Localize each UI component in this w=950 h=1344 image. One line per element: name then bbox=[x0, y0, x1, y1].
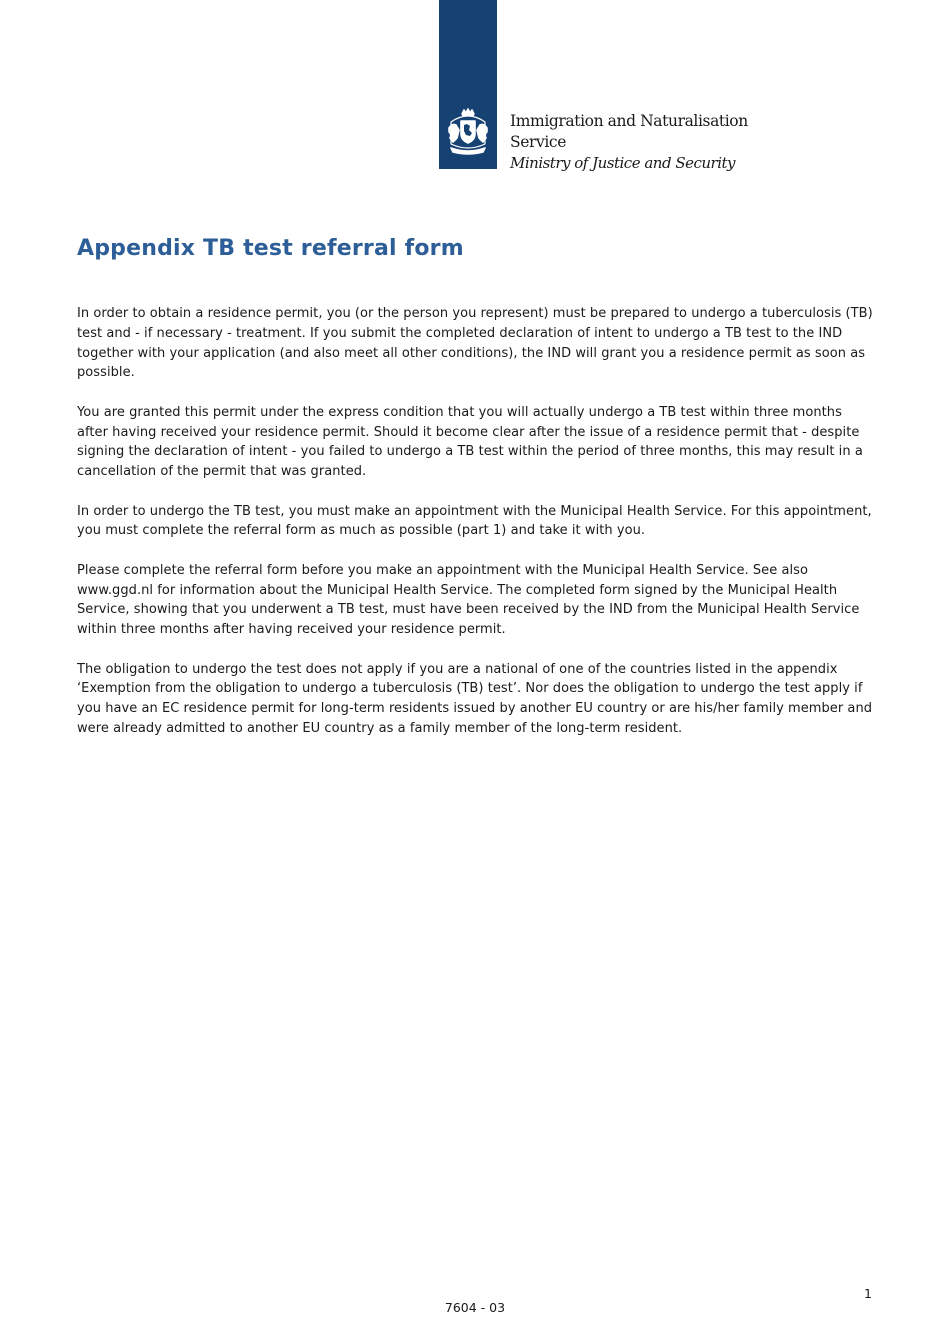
page-number: 1 bbox=[864, 1286, 872, 1301]
paragraph-appointment: In order to undergo the TB test, you must make an appointment with the Municipal Health Service. For this appointment, you must complete the referral form as much as possible (part 1) and take it with you. bbox=[77, 503, 872, 539]
paragraph-permit-condition: You are granted this permit under the express condition that you will actually undergo a TB test within three months after having received your residence permit. Should it become clear after the issue of a residence permit that - despite signing the declaration of intent - you failed to undergo a TB test within the period of three months, this may result in a cancellation of the permit that was granted. bbox=[77, 404, 863, 480]
ministry-name: Ministry of Justice and Security bbox=[510, 154, 736, 172]
document-body bbox=[77, 304, 877, 758]
organisation-name-line2: Service bbox=[510, 133, 566, 151]
organisation-name-line1: Immigration and Naturalisation bbox=[510, 112, 748, 130]
paragraph-complete-form: Please complete the referral form before you make an appointment with the Municipal Health Service. See also www.ggd.nl for information about the Municipal Health Service. The completed form signed by the Municipal Health Service, showing that you underwent a TB test, must have been received by the IND from the Municipal Health Service within three months after having received your residence permit. bbox=[77, 562, 860, 638]
paragraph-exemption: The obligation to undergo the test does not apply if you are a national of one of the countries listed in the appendix ‘Exemption from the obligation to undergo a tuberculosis (TB) test’. Nor does the obligation to undergo the test apply if you have an EC residence permit for long-term residents issued by another EU country or are his/her family member and were already admitted to another EU country as a family member of the long-term resident. bbox=[77, 661, 873, 736]
paragraph-residence-permit-conditions: In order to obtain a residence permit, you (or the person you represent) must be prepared to undergo a tuberculosis (TB) test and - if necessary - treatment. If you submit the completed declaration of intent to undergo a TB test to the IND together with your application (and also meet all other conditions), the IND will grant you a residence permit as soon as possible. bbox=[77, 306, 873, 381]
government-logo-bar bbox=[439, 0, 497, 169]
royal-coat-of-arms-icon bbox=[443, 108, 493, 156]
form-code: 7604 - 03 bbox=[444, 1300, 506, 1315]
organisation-name-block bbox=[510, 111, 748, 174]
page-title: Appendix TB test referral form bbox=[77, 236, 464, 261]
